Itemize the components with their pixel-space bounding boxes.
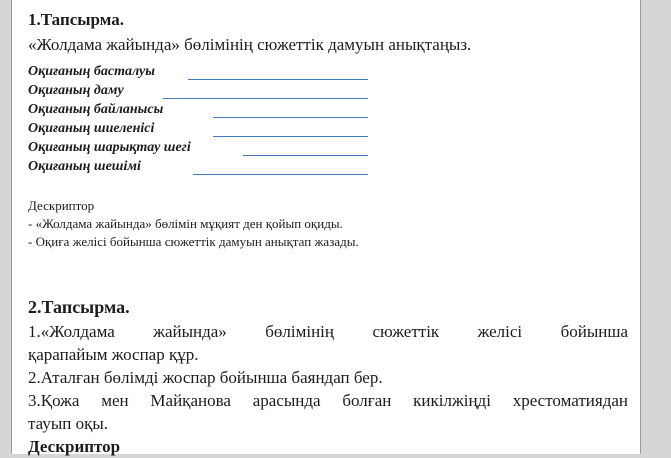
- answer-line: [243, 155, 368, 156]
- field-label: Оқиғаның байланысы: [28, 102, 164, 117]
- answer-line: [188, 79, 368, 80]
- field-sharyqtau: [28, 140, 368, 159]
- descriptor-item: - Оқиға желісі бойынша сюжеттік дамуын анықтап жазады.: [28, 234, 359, 249]
- document-page: [11, 0, 641, 454]
- field-label: Оқиғаның шарықтау шегі: [28, 140, 191, 155]
- task1-fields: [28, 64, 368, 178]
- field-bailanysy: [28, 102, 368, 121]
- task1-descriptor: [28, 197, 359, 251]
- task2-item1-line1: 1.«Жолдама жайында» бөлімінің сюжеттік желісі бойынша: [28, 322, 628, 341]
- descriptor-item: - «Жолдама жайында» бөлімін мұқият ден қойып оқиды.: [28, 216, 343, 231]
- task2-item3-line1: 3.Қожа мен Майқанова арасында болған кикілжіңді хрестоматиядан: [28, 391, 628, 410]
- task2-item1-line2: қарапайым жоспар құр.: [28, 345, 199, 364]
- field-shielenisi: [28, 121, 368, 140]
- task2-body: [28, 320, 628, 458]
- answer-line: [213, 136, 368, 137]
- field-basталуы: [28, 64, 368, 83]
- answer-line: [193, 174, 368, 175]
- task2-title: 2.Тапсырма.: [28, 297, 130, 317]
- task1-title: 1.Тапсырма.: [28, 10, 124, 29]
- task2-item3-line2: тауып оқы.: [28, 414, 109, 433]
- task1-instruction: «Жолдама жайында» бөлімінің сюжеттік дамуын анықтаңыз.: [28, 35, 472, 54]
- task2-descriptor-title: Дескриптор: [28, 437, 121, 456]
- field-label: Оқиғаның даму: [28, 83, 124, 98]
- field-damu: [28, 83, 368, 102]
- answer-line: [213, 117, 368, 118]
- answer-line: [163, 98, 368, 99]
- descriptor-title: Дескриптор: [28, 198, 95, 213]
- task2-item2: 2.Аталған бөлімді жоспар бойынша баяндап бер.: [28, 368, 383, 387]
- field-label: Оқиғаның басталуы: [28, 64, 155, 79]
- field-label: Оқиғаның шиеленісі: [28, 121, 155, 136]
- field-label: Оқиғаның шешімі: [28, 159, 141, 174]
- field-sheshimi: [28, 159, 368, 178]
